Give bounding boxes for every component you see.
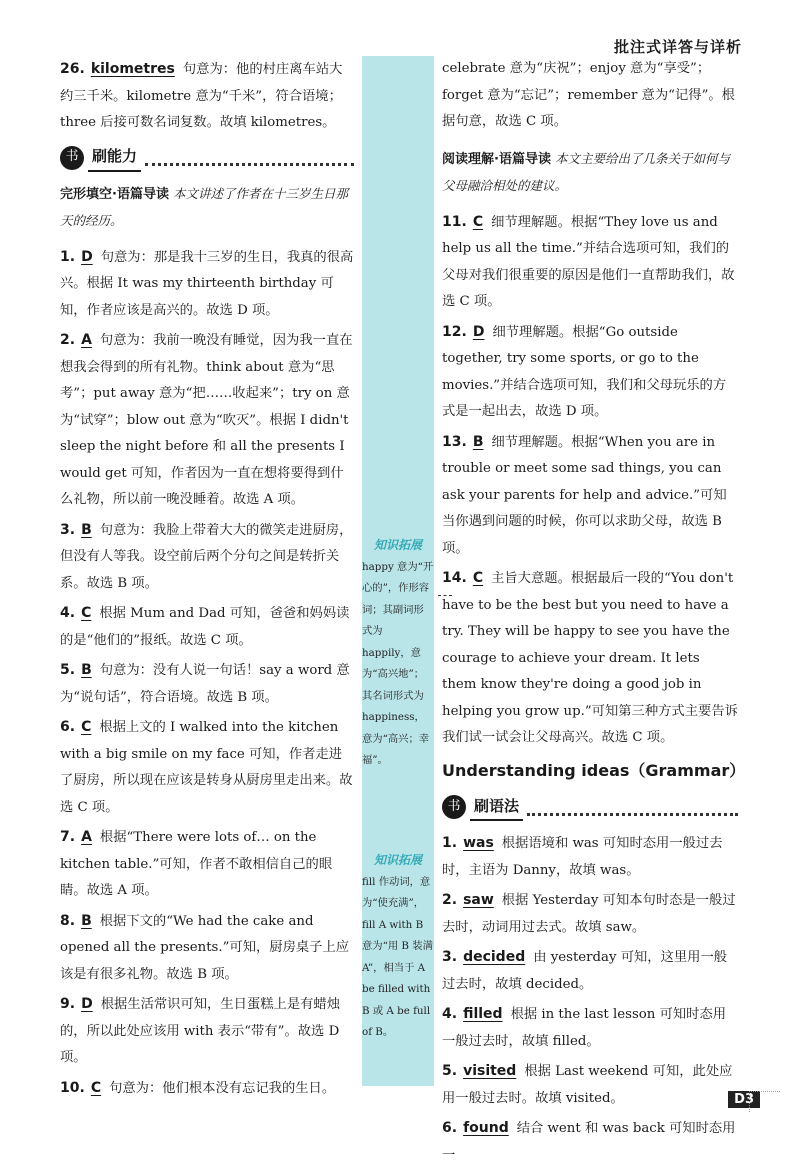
answer-item xyxy=(442,429,738,563)
item-explanation: 根据 Mum and Dad 可知，爸爸和妈妈读的是“他们的”报纸。故选 C 项。 xyxy=(60,606,350,648)
item-number: 3. xyxy=(442,949,458,965)
note-text: happy 意为“开心的”，作形容词；其副词形式为 happily，意为“高兴地”；其名词形式为 happiness，意为“高兴；幸福”。 xyxy=(362,560,434,766)
intro-label: 阅读理解·语篇导读 xyxy=(442,151,551,167)
answer-item xyxy=(60,600,354,654)
passage-intro xyxy=(60,181,354,234)
item-answer: saw xyxy=(463,892,494,908)
item-answer: B xyxy=(81,912,92,929)
item-number: 14. xyxy=(442,570,467,586)
item-number: 6. xyxy=(60,719,76,735)
intro-label: 完形填空·语篇导读 xyxy=(60,186,169,202)
item-answer: C xyxy=(81,605,92,621)
item-answer: visited xyxy=(463,1063,517,1079)
page-header: 批注式详答与详析 xyxy=(613,38,742,56)
item-explanation: 结合 went 和 was back 可知时态用一 xyxy=(442,1121,736,1163)
section-badge-practice xyxy=(60,143,354,173)
answer-item xyxy=(442,209,738,316)
answer-item xyxy=(60,56,354,137)
answer-item xyxy=(60,991,354,1072)
answer-item xyxy=(60,714,354,821)
item-number: 12. xyxy=(442,323,467,340)
item-explanation: 细节理解题。根据“They love us and help us all the time.”并结合选项可知，我们的父母对我们很重要的原因是他们一直帮助我们，故选 C 项。 xyxy=(442,214,735,309)
item-explanation: 根据生活常识可知，生日蛋糕上是有蜡烛的，所以此处应该用 with 表示“带有”。故选 D 项。 xyxy=(60,997,341,1065)
dotted-divider xyxy=(527,799,738,816)
answer-item xyxy=(442,1001,738,1055)
item-explanation: 根据上文的 I walked into the kitchen with a big smile on my face 可知，作者走进了厨房，所以现在应该是转身从厨房里走出来。故选 C 项。 xyxy=(60,720,353,815)
item-answer: B xyxy=(81,662,92,678)
item-number: 9. xyxy=(60,996,76,1012)
item-answer: decided xyxy=(463,949,526,965)
passage-intro xyxy=(442,146,738,199)
badge-label: 刷语法 xyxy=(470,793,523,822)
item-number: 7. xyxy=(60,829,76,845)
item-explanation: 细节理解题。根据“When you are in trouble or meet some sad things, you can ask your parents for help and advice.”可知当你遇到问题的时候，你可以求助父母，故选 B 项。 xyxy=(442,434,727,556)
item-explanation: 句意为：我前一晚没有睡觉，因为我一直在想我会得到的所有礼物。think about 意为“思考”；put away 意为“把……收起来”；try on 意为“试穿”；blow out 意为“吹灭”。根据 I didn't sleep the night before 和 all the presents I would get 可知，作者因为一直在想将要得到什么礼物，所以前一晚没睡着。故选 A 项。 xyxy=(60,333,353,507)
item-number: 13. xyxy=(442,433,467,450)
answer-item xyxy=(60,517,354,598)
answer-item xyxy=(442,830,738,884)
book-icon: 书 xyxy=(60,146,84,170)
item-explanation: 主旨大意题。根据最后一段的“You don't have to be the best but you need to have a try. They will be happy to see you have the courage to achieve your dream. It lets them know they're doing a good job in helping you grow up.”可知第三种方式主要告诉我们试一试会让父母高兴。故选 C 项。 xyxy=(442,571,738,745)
item-answer: A xyxy=(81,332,92,348)
item-explanation: 根据“There were lots of… on the kitchen table.”可知，作者不敢相信自己的眼睛。故选 A 项。 xyxy=(60,830,333,898)
answer-item xyxy=(442,1115,738,1169)
corner-mark xyxy=(749,1091,780,1112)
knowledge-note xyxy=(362,535,434,772)
book-icon: 书 xyxy=(442,795,466,819)
note-text: fill 作动词，意为“使充满”，fill A with B 意为“用 B 装满 A”，相当于 A be filled with B 或 A be full of B。 xyxy=(362,875,433,1038)
item-explanation: 句意为：他的村庄离车站大约三千米。kilometre 意为“千米”，符合语境；three 后接可数名词复数。故填 kilometres。 xyxy=(60,62,343,130)
item-number: 5. xyxy=(442,1063,458,1079)
answer-item xyxy=(442,1058,738,1112)
answer-item xyxy=(442,944,738,998)
intro-text: 本文主要给出了几条关于如何与父母融洽相处的建议。 xyxy=(442,150,730,193)
continued-explanation: celebrate 意为“庆祝”；enjoy 意为“享受”；forget 意为“忘记”；remember 意为“记得”。根据句意，故选 C 项。 xyxy=(442,61,735,129)
answer-item xyxy=(442,887,738,941)
item-answer: D xyxy=(81,248,93,265)
answer-item xyxy=(60,908,354,989)
item-number: 1. xyxy=(60,248,76,265)
item-answer: D xyxy=(81,996,93,1012)
item-answer: found xyxy=(463,1120,509,1136)
item-number: 5. xyxy=(60,662,76,678)
item-number: 2. xyxy=(442,892,458,908)
answer-item xyxy=(60,657,354,711)
item-answer: C xyxy=(81,719,92,735)
item-answer: C xyxy=(472,213,484,230)
item-explanation: 根据 in the last lesson 可知时态用一般过去时，故填 filled。 xyxy=(442,1007,727,1049)
item-answer: filled xyxy=(463,1006,503,1022)
item-answer: B xyxy=(472,433,484,450)
item-number: 10. xyxy=(60,1079,85,1096)
answer-item xyxy=(60,327,354,514)
left-column xyxy=(60,56,354,1105)
item-answer: C xyxy=(90,1079,102,1096)
item-number: 2. xyxy=(60,332,76,348)
item-number: 26. xyxy=(60,61,85,77)
item-explanation: 由 yesterday 可知，这里用一般过去时，故填 decided。 xyxy=(442,950,728,992)
item-explanation: 根据下文的“We had the cake and opened all the presents.”可知，厨房桌子上应该是有很多礼物。故选 B 项。 xyxy=(60,913,350,982)
item-number: 6. xyxy=(442,1120,458,1136)
item-answer: A xyxy=(81,829,92,845)
item-explanation: 句意为：他们根本没有忘记我的生日。 xyxy=(109,1080,336,1096)
answer-item xyxy=(442,319,738,426)
item-answer: B xyxy=(81,521,92,538)
item-number: 4. xyxy=(60,605,76,621)
answer-item xyxy=(442,565,738,752)
answer-item xyxy=(60,1075,354,1103)
item-number: 8. xyxy=(60,912,76,929)
item-answer: C xyxy=(472,570,484,586)
item-number: 1. xyxy=(442,835,458,851)
item-answer: D xyxy=(472,323,485,340)
item-explanation: 句意为：没有人说一句话！say a word 意为“说句话”，符合语境。故选 B 项。 xyxy=(60,663,350,705)
answer-item xyxy=(60,824,354,905)
item-explanation: 根据语境和 was 可知时态用一般过去时，主语为 Danny，故填 was。 xyxy=(442,836,723,878)
note-title: 知识拓展 xyxy=(373,853,422,867)
item-explanation: 根据 Last weekend 可知，此处应用一般过去时。故填 visited。 xyxy=(442,1064,733,1106)
item-answer: was xyxy=(463,835,494,851)
item-number: 4. xyxy=(442,1006,458,1022)
item-answer: kilometres xyxy=(90,61,175,77)
item-explanation: 句意为：那是我十三岁的生日，我真的很高兴。根据 It was my thirteenth birthday 可知，作者应该是高兴的。故选 D 项。 xyxy=(60,249,354,318)
knowledge-note xyxy=(362,850,434,1044)
answer-item xyxy=(60,244,354,325)
item-number: 3. xyxy=(60,521,76,538)
intro-text: 本文讲述了作者在十三岁生日那天的经历。 xyxy=(60,185,348,228)
section-badge-grammar xyxy=(442,792,738,822)
item-explanation: 细节理解题。根据“Go outside together, try some sports, or go to the movies.”并结合选项可知，我们和父母玩乐的方式是一起出去，故选 D 项。 xyxy=(442,324,727,419)
note-title: 知识拓展 xyxy=(373,538,422,552)
badge-label: 刷能力 xyxy=(88,143,141,172)
item-explanation: 根据 Yesterday 可知本句时态是一般过去时，动词用过去式。故填 saw。 xyxy=(442,893,736,935)
page-number: D3 xyxy=(728,1091,760,1108)
dotted-divider xyxy=(145,149,354,166)
item-number: 11. xyxy=(442,213,467,230)
section-title: Understanding ideas（Grammar） xyxy=(442,760,746,780)
item-explanation: 句意为：我脸上带着大大的微笑走进厨房，但没有人等我。设空前后两个分句之间是转折关系。故选 B 项。 xyxy=(60,522,353,591)
